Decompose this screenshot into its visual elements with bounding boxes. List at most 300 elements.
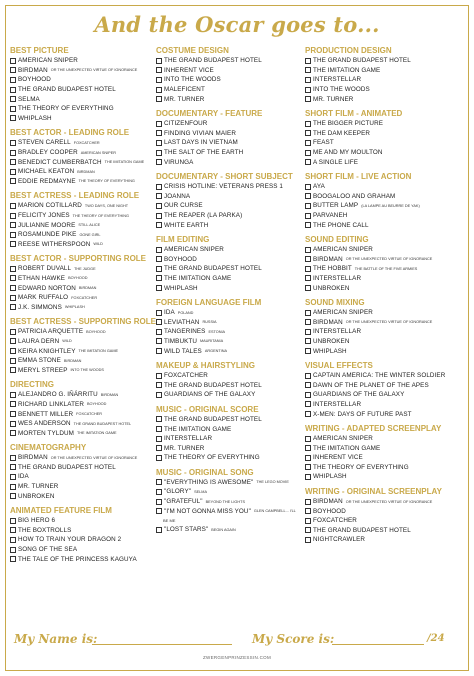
nominee-name: ETHAN HAWKE	[18, 274, 66, 282]
nominee-film: OR THE UNEXPECTED VIRTUE OF IGNORANCE	[345, 320, 433, 325]
checkbox[interactable]	[10, 67, 16, 73]
checkbox[interactable]	[10, 547, 16, 553]
checkbox[interactable]	[305, 275, 311, 281]
nominee-row	[10, 428, 158, 438]
nominee-row	[305, 337, 453, 347]
nominee-film: THE JUDGE	[74, 266, 96, 271]
checkbox[interactable]	[305, 310, 311, 316]
category	[10, 506, 158, 564]
category-title: SOUND MIXING	[305, 297, 365, 307]
checkbox[interactable]	[156, 527, 162, 533]
nominee-row	[10, 400, 158, 410]
page-title: And the Oscar goes to...	[94, 12, 380, 37]
checkbox[interactable]	[156, 508, 162, 514]
nominee-row	[10, 526, 158, 536]
nominee-name: FOXCATCHER	[164, 372, 208, 380]
nominee-name: KEIRA KNIGHTLEY	[18, 347, 76, 355]
nominee-name: MR. TURNER	[18, 483, 59, 491]
checkbox[interactable]	[10, 464, 16, 470]
checkbox[interactable]	[10, 367, 16, 373]
nominee-row	[10, 148, 158, 158]
checkbox[interactable]	[10, 537, 16, 543]
checkbox[interactable]	[305, 184, 311, 190]
nominee-name: JULIANNE MOORE	[18, 221, 76, 229]
nominee-row	[305, 535, 453, 545]
checkbox[interactable]	[305, 150, 311, 156]
nominee-row	[305, 409, 453, 419]
nominee-row	[10, 211, 158, 221]
checkbox[interactable]	[156, 159, 162, 165]
nominee-name: THE DAM KEEPER	[313, 129, 371, 137]
nominee-film: (LA LAMPE AU BEURRE DE YAK)	[361, 203, 420, 208]
checkbox[interactable]	[156, 329, 162, 335]
nominee-name: AMERICAN SNIPER	[313, 435, 373, 443]
nominee-row	[10, 545, 158, 555]
checkbox[interactable]	[10, 203, 16, 209]
checkbox[interactable]	[156, 222, 162, 228]
nominee-name: UNBROKEN	[313, 337, 350, 345]
checkbox[interactable]	[305, 77, 311, 83]
nominee-film: ESTONIA	[208, 329, 226, 334]
checkbox[interactable]	[305, 401, 311, 407]
checkbox[interactable]	[156, 213, 162, 219]
nominee-name: BIRDMAN	[313, 318, 343, 326]
category-title: MUSIC - ORIGINAL SCORE	[156, 404, 259, 414]
nominee-name: THE GRAND BUDAPEST HOTEL	[18, 463, 116, 471]
checkbox[interactable]	[10, 169, 16, 175]
checkbox[interactable]	[305, 382, 311, 388]
category-title: BEST ACTRESS - SUPPORTING ROLE	[10, 317, 156, 327]
nominee-name: INTERSTELLAR	[164, 435, 213, 443]
checkbox[interactable]	[156, 416, 162, 422]
nominee-row	[10, 365, 158, 375]
checkbox[interactable]	[305, 256, 311, 262]
checkbox[interactable]	[305, 455, 311, 461]
nominee-row	[156, 283, 304, 293]
nominee-row	[156, 327, 304, 337]
nominee-row	[305, 283, 453, 293]
checkbox[interactable]	[156, 67, 162, 73]
nominee-name: BENEDICT CUMBERBATCH	[18, 158, 102, 166]
checkbox[interactable]	[156, 256, 162, 262]
nominee-row	[305, 327, 453, 337]
checkbox[interactable]	[10, 140, 16, 146]
category-title: SHORT FILM - ANIMATED	[305, 108, 403, 118]
nominee-row	[156, 255, 304, 265]
checkbox[interactable]	[10, 484, 16, 490]
nominee-row	[156, 56, 304, 66]
nominee-film: FOXCATCHER	[73, 140, 100, 145]
checkbox[interactable]	[305, 130, 311, 136]
nominee-name: WHIPLASH	[18, 114, 52, 122]
nominee-name: EDWARD NORTON	[18, 284, 76, 292]
nominee-name: EDDIE REDMAYNE	[18, 177, 76, 185]
checkbox[interactable]	[10, 421, 16, 427]
nominee-name: NIGHTCRAWLER	[313, 536, 366, 544]
nominee-note: BE ME	[163, 517, 176, 523]
nominee-row	[10, 264, 158, 274]
nominee-row	[305, 138, 453, 148]
checkbox[interactable]	[156, 121, 162, 127]
checkbox[interactable]	[305, 373, 311, 379]
nominee-row	[10, 327, 158, 337]
nominee-row	[156, 497, 304, 507]
nominee-row	[156, 525, 304, 535]
checkbox[interactable]	[305, 121, 311, 127]
checkbox[interactable]	[156, 96, 162, 102]
nominee-film: WHIPLASH	[64, 305, 85, 310]
nominee-name: THE GRAND BUDAPEST HOTEL	[164, 381, 262, 389]
checkbox[interactable]	[156, 373, 162, 379]
checkbox[interactable]	[156, 382, 162, 388]
nominee-name: INTO THE WOODS	[164, 76, 221, 84]
checkbox[interactable]	[305, 285, 311, 291]
nominee-film: THE BATTLE OF THE FIVE ARMIES	[354, 266, 418, 271]
nominee-row	[305, 264, 453, 274]
checkbox[interactable]	[305, 518, 311, 524]
nominee-row	[156, 434, 304, 444]
nominee-film: THE THEORY OF EVERYTHING	[78, 179, 135, 184]
nominee-film: BOYHOOD	[86, 402, 107, 407]
checkbox[interactable]	[305, 411, 311, 417]
checkbox[interactable]	[10, 178, 16, 184]
checkbox[interactable]	[156, 266, 162, 272]
category-title: MUSIC - ORIGINAL SONG	[156, 467, 254, 477]
checkbox[interactable]	[156, 275, 162, 281]
nominee-row	[10, 94, 158, 104]
nominee-film: OR THE UNEXPECTED VIRTUE OF IGNORANCE	[345, 499, 433, 504]
nominee-film: SELMA	[194, 489, 207, 494]
checkbox[interactable]	[156, 140, 162, 146]
nominee-row	[305, 463, 453, 473]
nominee-row	[305, 157, 453, 167]
nominee-name: MALEFICENT	[164, 86, 205, 94]
checkbox[interactable]	[305, 537, 311, 543]
checkbox[interactable]	[10, 474, 16, 480]
nominee-row	[156, 371, 304, 381]
nominee-row	[305, 220, 453, 230]
checkbox[interactable]	[305, 67, 311, 73]
checkbox[interactable]	[10, 77, 16, 83]
footer	[14, 632, 460, 648]
nominee-row	[156, 506, 304, 516]
nominee-row	[10, 554, 158, 564]
category	[305, 298, 453, 356]
nominee-row	[305, 497, 453, 507]
nominee-film: BEYOND THE LIGHTS	[205, 499, 245, 504]
checkbox[interactable]	[10, 392, 16, 398]
checkbox[interactable]	[10, 295, 16, 301]
nominee-row	[305, 400, 453, 410]
nominee-film: TWO DAYS, ONE NIGHT	[84, 203, 129, 208]
checkbox[interactable]	[156, 455, 162, 461]
nominee-film: BIRDMAN	[63, 358, 82, 363]
nominee-row	[10, 293, 158, 303]
nominee-row	[305, 85, 453, 95]
checkbox[interactable]	[10, 106, 16, 112]
checkbox[interactable]	[10, 58, 16, 64]
nominee-row	[10, 66, 158, 76]
nominee-name: AMERICAN SNIPER	[18, 57, 78, 65]
checkbox[interactable]	[10, 430, 16, 436]
nominee-row	[305, 75, 453, 85]
nominee-row	[10, 337, 158, 347]
nominee-film: WILD	[93, 242, 103, 247]
checkbox[interactable]	[10, 213, 16, 219]
checkbox[interactable]	[10, 232, 16, 238]
nominee-name: AMERICAN SNIPER	[164, 246, 224, 254]
checkbox[interactable]	[305, 222, 311, 228]
nominee-name: THE SALT OF THE EARTH	[164, 149, 244, 157]
checkbox[interactable]	[305, 348, 311, 354]
nominee-row	[305, 192, 453, 202]
nominee-name: ME AND MY MOULTON	[313, 149, 383, 157]
nominee-name: "I'M NOT GONNA MISS YOU"	[164, 507, 251, 515]
checkbox[interactable]	[10, 455, 16, 461]
checkbox[interactable]	[156, 426, 162, 432]
nominee-film: INTO THE WOODS	[70, 368, 104, 373]
category-title: BEST PICTURE	[10, 46, 69, 55]
checkbox[interactable]	[156, 499, 162, 505]
nominee-row	[156, 478, 304, 488]
checkbox[interactable]	[156, 489, 162, 495]
checkbox[interactable]	[10, 241, 16, 247]
checkbox[interactable]	[156, 58, 162, 64]
score-total: /24	[427, 633, 445, 644]
checkbox[interactable]	[305, 58, 311, 64]
nominee-name: BIRDMAN	[18, 66, 48, 74]
nominee-name: DAWN OF THE PLANET OF THE APES	[313, 381, 429, 389]
category-title: PRODUCTION DESIGN	[305, 46, 392, 55]
score-write-line[interactable]	[332, 644, 424, 645]
category-title: FOREIGN LANGUAGE FILM	[156, 297, 262, 307]
nominee-name: THE GRAND BUDAPEST HOTEL	[164, 265, 262, 273]
nominee-name: THE REAPER (LA PARKA)	[164, 212, 243, 220]
checkbox[interactable]	[10, 275, 16, 281]
my-score-label: My Score is:	[252, 632, 335, 646]
nominee-film: THE THEORY OF EVERYTHING	[72, 213, 129, 218]
checkbox[interactable]	[305, 527, 311, 533]
nominee-name: MR. TURNER	[313, 95, 354, 103]
nominee-row	[156, 201, 304, 211]
checkbox[interactable]	[10, 159, 16, 165]
nominee-row	[10, 283, 158, 293]
checkbox[interactable]	[156, 348, 162, 354]
nominee-row	[156, 182, 304, 192]
checkbox[interactable]	[156, 184, 162, 190]
checkbox[interactable]	[305, 203, 311, 209]
nominee-row	[305, 182, 453, 192]
nominee-name: IDA	[18, 473, 29, 481]
checkbox[interactable]	[10, 87, 16, 93]
nominee-film: OR THE UNEXPECTED VIRTUE OF IGNORANCE	[345, 257, 433, 262]
nominee-row	[156, 138, 304, 148]
nominee-row	[305, 472, 453, 482]
checkbox[interactable]	[305, 193, 311, 199]
checkbox[interactable]	[10, 527, 16, 533]
checkbox[interactable]	[305, 87, 311, 93]
nominee-row	[156, 66, 304, 76]
nominee-film: BIRDMAN	[100, 392, 119, 397]
checkbox[interactable]	[10, 411, 16, 417]
nominee-name: INTERSTELLAR	[313, 328, 362, 336]
nominee-row	[10, 463, 158, 473]
checkbox[interactable]	[156, 479, 162, 485]
nominee-row	[305, 66, 453, 76]
nominee-row	[305, 443, 453, 453]
category-title: BEST ACTOR - LEADING ROLE	[10, 128, 130, 138]
nominee-name: INTERSTELLAR	[313, 400, 362, 408]
site-credit: ZWERGENPRINZESSIN.COM	[202, 655, 272, 660]
checkbox[interactable]	[10, 266, 16, 272]
nominee-name: ROBERT DUVALL	[18, 265, 72, 273]
category	[156, 361, 304, 400]
category-title: SHORT FILM - LIVE ACTION	[305, 171, 412, 181]
checkbox[interactable]	[305, 213, 311, 219]
checkbox[interactable]	[10, 329, 16, 335]
checkbox[interactable]	[10, 358, 16, 364]
nominee-row	[305, 434, 453, 444]
checkbox[interactable]	[10, 222, 16, 228]
nominee-name: THE TALE OF THE PRINCESS KAGUYA	[18, 555, 137, 563]
nominee-name: AMERICAN SNIPER	[313, 246, 373, 254]
checkbox[interactable]	[10, 304, 16, 310]
checkbox[interactable]	[10, 285, 16, 291]
nominee-name: BENNETT MILLER	[18, 410, 74, 418]
nominee-row	[10, 85, 158, 95]
nominee-row	[305, 119, 453, 129]
nominee-row	[156, 390, 304, 400]
nominee-row	[156, 157, 304, 167]
checkbox[interactable]	[156, 150, 162, 156]
checkbox[interactable]	[305, 474, 311, 480]
nominee-row	[305, 371, 453, 381]
nominee-film: FOXCATCHER	[76, 412, 103, 417]
nominee-row	[10, 516, 158, 526]
checkbox[interactable]	[305, 140, 311, 146]
checkbox[interactable]	[156, 130, 162, 136]
checkbox[interactable]	[305, 96, 311, 102]
nominee-row	[10, 114, 158, 124]
category	[305, 172, 453, 230]
checkbox[interactable]	[10, 115, 16, 121]
checkbox[interactable]	[156, 193, 162, 199]
checkbox[interactable]	[156, 436, 162, 442]
checkbox[interactable]	[10, 338, 16, 344]
name-write-line[interactable]	[92, 644, 232, 645]
nominee-name: RICHARD LINKLATER	[18, 400, 84, 408]
category	[305, 487, 453, 545]
nominee-film: THE IMITATION GAME	[104, 160, 145, 165]
nominee-row	[156, 75, 304, 85]
checkbox[interactable]	[10, 493, 16, 499]
checkbox[interactable]	[10, 150, 16, 156]
nominee-row	[10, 201, 158, 211]
nominee-row	[156, 443, 304, 453]
checkbox[interactable]	[10, 401, 16, 407]
category-title: DIRECTING	[10, 380, 54, 390]
category	[156, 405, 304, 463]
checkbox[interactable]	[156, 310, 162, 316]
nominee-film: STILL ALICE	[78, 223, 101, 228]
nominee-name: THE THEORY OF EVERYTHING	[164, 454, 260, 462]
checkbox[interactable]	[305, 329, 311, 335]
nominee-name: THE GRAND BUDAPEST HOTEL	[164, 415, 262, 423]
nominee-row	[305, 346, 453, 356]
nominee-row	[10, 138, 158, 148]
checkbox[interactable]	[10, 96, 16, 102]
checkbox[interactable]	[305, 266, 311, 272]
nominee-name: THE IMITATION GAME	[164, 425, 232, 433]
checkbox[interactable]	[305, 508, 311, 514]
checkbox[interactable]	[156, 87, 162, 93]
nominee-row	[156, 274, 304, 284]
nominee-row	[156, 453, 304, 463]
nominee-name: THE PHONE CALL	[313, 221, 369, 229]
checkbox[interactable]	[156, 445, 162, 451]
checkbox[interactable]	[305, 392, 311, 398]
checkbox[interactable]	[156, 338, 162, 344]
nominee-row	[156, 94, 304, 104]
category	[305, 424, 453, 482]
nominee-name: IDA	[164, 309, 175, 317]
nominee-name: STEVEN CARELL	[18, 139, 71, 147]
nominee-row	[156, 264, 304, 274]
nominee-name: VIRUNGA	[164, 158, 194, 166]
nominee-name: WHIPLASH	[313, 347, 347, 355]
nominee-row	[10, 104, 158, 114]
nominee-row	[10, 220, 158, 230]
nominee-name: THE HOBBIT	[313, 265, 352, 273]
nominee-row	[10, 230, 158, 240]
checkbox[interactable]	[156, 77, 162, 83]
checkbox[interactable]	[305, 247, 311, 253]
checkbox[interactable]	[156, 392, 162, 398]
nominee-name: THE THEORY OF EVERYTHING	[18, 105, 114, 113]
checkbox[interactable]	[156, 319, 162, 325]
checkbox[interactable]	[156, 285, 162, 291]
checkbox[interactable]	[10, 518, 16, 524]
checkbox[interactable]	[10, 348, 16, 354]
checkbox[interactable]	[305, 159, 311, 165]
nominee-name: TANGERINES	[164, 328, 206, 336]
nominee-name: PATRICIA ARQUETTE	[18, 328, 84, 336]
nominee-name: ROSAMUNDE PIKE	[18, 231, 77, 239]
nominee-name: J.K. SIMMONS	[18, 303, 62, 311]
nominee-row	[156, 119, 304, 129]
nominee-name: GUARDIANS OF THE GALAXY	[313, 391, 405, 399]
checkbox[interactable]	[305, 445, 311, 451]
nominee-name: "EVERYTHING IS AWESOME"	[164, 478, 254, 486]
checkbox[interactable]	[305, 499, 311, 505]
nominee-name: THE BOXTROLLS	[18, 526, 72, 534]
my-name-label: My Name is:	[14, 632, 98, 646]
checkbox[interactable]	[305, 319, 311, 325]
checkbox[interactable]	[305, 338, 311, 344]
category	[156, 468, 304, 535]
category	[10, 46, 158, 123]
checkbox[interactable]	[305, 464, 311, 470]
checkbox[interactable]	[156, 247, 162, 253]
nominee-row	[156, 129, 304, 139]
nominee-row	[10, 356, 158, 366]
checkbox[interactable]	[10, 556, 16, 562]
nominee-film: THE IMITATION GAME	[78, 349, 119, 354]
category-title: VISUAL EFFECTS	[305, 360, 373, 370]
checkbox[interactable]	[305, 436, 311, 442]
nominee-row	[10, 56, 158, 66]
checkbox[interactable]	[156, 203, 162, 209]
